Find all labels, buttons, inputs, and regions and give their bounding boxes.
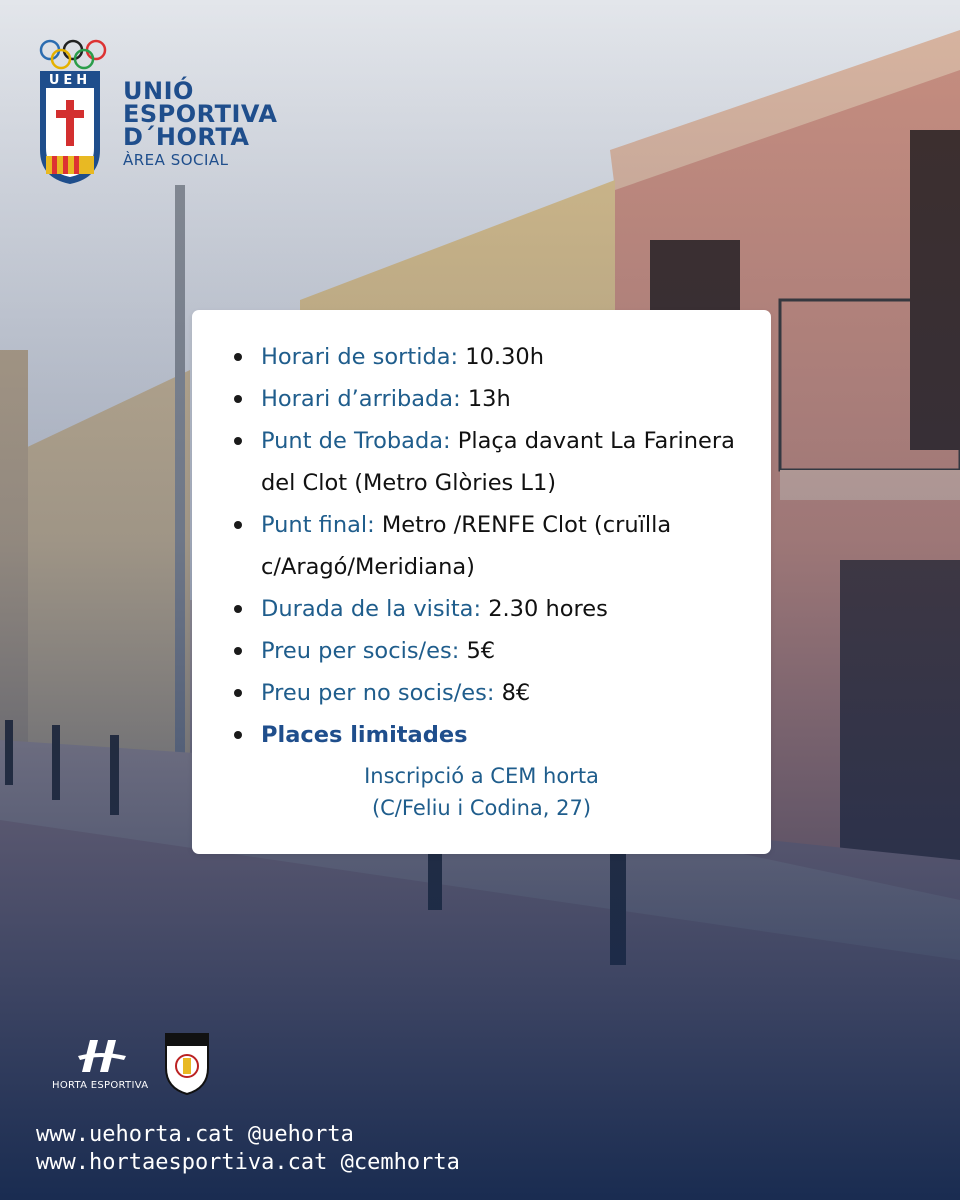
inscription-title: Inscripció a CEM horta: [364, 764, 599, 788]
info-value: Plaça davant La Farinera del Clot (Metro Glòries L1): [261, 428, 735, 496]
info-key: Durada de la visita:: [261, 596, 482, 622]
info-item: [234, 420, 754, 504]
info-key: Punt final:: [261, 512, 375, 538]
info-key: Preu per no socis/es:: [261, 680, 495, 706]
brand-subtitle: ÀREA SOCIAL: [123, 151, 229, 169]
info-key: Horari d’arribada:: [261, 386, 461, 412]
info-key: Preu per socis/es:: [261, 638, 460, 664]
info-list: [234, 336, 754, 756]
info-value: 5€: [466, 638, 496, 664]
footer-logos: [50, 1032, 220, 1102]
info-item: [234, 630, 754, 672]
website-link-1[interactable]: www.uehorta.cat @uehorta: [36, 1122, 354, 1147]
info-value: 10.30h: [465, 344, 544, 370]
info-value: 13h: [467, 386, 511, 412]
info-key: Punt de Trobada:: [261, 428, 451, 454]
info-value: 8€: [501, 680, 531, 706]
info-item: [234, 672, 754, 714]
cem-crest-icon: [166, 1034, 208, 1094]
brand-line-3: D´HORTA: [123, 123, 250, 151]
info-value: 2.30 hores: [488, 596, 608, 622]
inscription-address: (C/Feliu i Codina, 27): [371, 796, 592, 820]
info-key: Horari de sortida:: [261, 344, 459, 370]
info-card: [192, 310, 771, 854]
brand-block: [123, 77, 278, 171]
info-key: Places limitades: [261, 722, 468, 748]
olympic-rings-icon: [41, 41, 105, 68]
horta-esportiva-logo-icon: [78, 1040, 126, 1072]
brand-line-2: ESPORTIVA: [123, 100, 278, 128]
horta-esportiva-label: HORTA ESPORTIVA: [52, 1080, 149, 1091]
brand-line-1: UNIÓ: [123, 77, 194, 105]
info-item: [234, 336, 754, 378]
info-value: Metro /RENFE Clot (cruïlla c/Aragó/Meridiana): [261, 512, 672, 580]
crest-letters: UEH: [48, 73, 92, 88]
info-item: [234, 588, 754, 630]
info-item: [234, 504, 754, 588]
website-link-2[interactable]: www.hortaesportiva.cat @cemhorta: [36, 1150, 460, 1175]
info-item-limited: [234, 714, 754, 756]
info-item: [234, 378, 754, 420]
